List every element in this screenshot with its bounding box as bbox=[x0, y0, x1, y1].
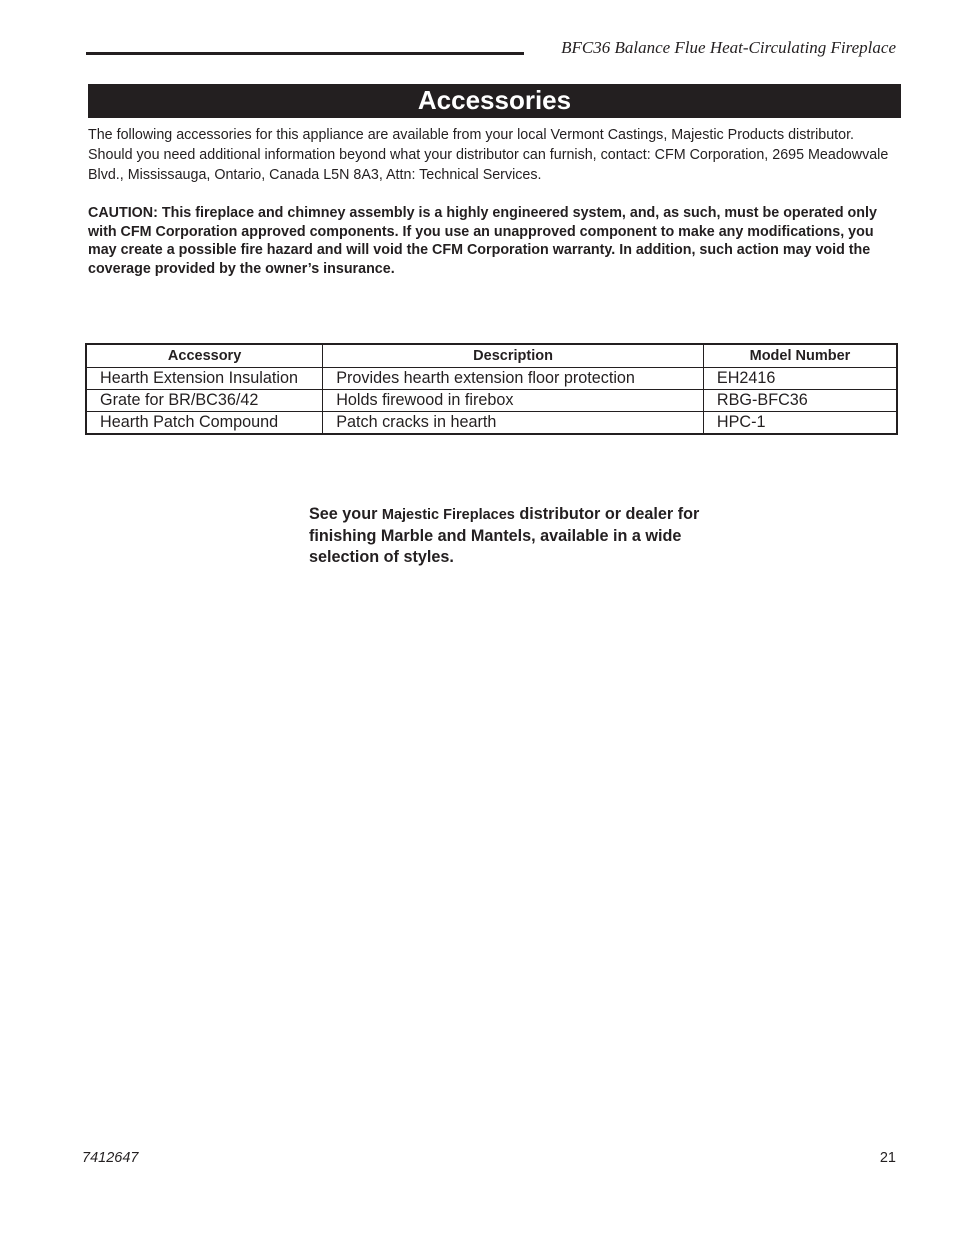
cell-accessory: Hearth Patch Compound bbox=[86, 412, 323, 435]
section-title: Accessories bbox=[88, 84, 901, 118]
dealer-note-prefix: See your bbox=[309, 505, 382, 523]
cell-accessory: Grate for BR/BC36/42 bbox=[86, 390, 323, 412]
table-row bbox=[86, 368, 897, 390]
intro-paragraph: The following accessories for this appliance are available from your local Vermont Castings, Majestic Products distributor. Should you need additional information beyond what your distributor can furnish, contact: CFM Corporation, 2695 Meadowvale Blvd., Mississauga, Ontario, Canada L5N 8A3, Attn: Technical Services. bbox=[88, 127, 889, 183]
table-header-row bbox=[86, 344, 897, 368]
cell-description: Provides hearth extension floor protection bbox=[323, 368, 704, 390]
document-title: BFC36 Balance Flue Heat-Circulating Fireplace bbox=[561, 38, 896, 57]
cell-model-number: RBG-BFC36 bbox=[703, 390, 897, 412]
table-row bbox=[86, 390, 897, 412]
dealer-note-suffix: distributor or dealer for finishing Marble and Mantels, available in a wide selection of styles. bbox=[309, 505, 700, 566]
header-rule bbox=[86, 52, 524, 55]
brand-name: Majestic Fireplaces bbox=[381, 507, 515, 523]
cell-model-number: HPC-1 bbox=[703, 412, 897, 435]
header-description: Description bbox=[323, 344, 704, 368]
accessories-table bbox=[85, 343, 898, 435]
header-accessory: Accessory bbox=[86, 344, 323, 368]
caution-paragraph: CAUTION: This fireplace and chimney assembly is a highly engineered system, and, as such, must be operated only with CFM Corporation approved components. If you use an unapproved component to make any modifications, you may create a possible fire hazard and will void the CFM Corporation warranty. In addition, such action may void the coverage provided by the owner’s insurance. bbox=[88, 205, 877, 278]
cell-model-number: EH2416 bbox=[703, 368, 897, 390]
page-number: 21 bbox=[879, 1150, 896, 1166]
header-model-number: Model Number bbox=[703, 344, 897, 368]
cell-description: Holds firewood in firebox bbox=[323, 390, 704, 412]
cell-accessory: Hearth Extension Insulation bbox=[86, 368, 323, 390]
table-row bbox=[86, 412, 897, 435]
cell-description: Patch cracks in hearth bbox=[323, 412, 704, 435]
document-number: 7412647 bbox=[82, 1150, 139, 1166]
dealer-note bbox=[309, 504, 729, 568]
